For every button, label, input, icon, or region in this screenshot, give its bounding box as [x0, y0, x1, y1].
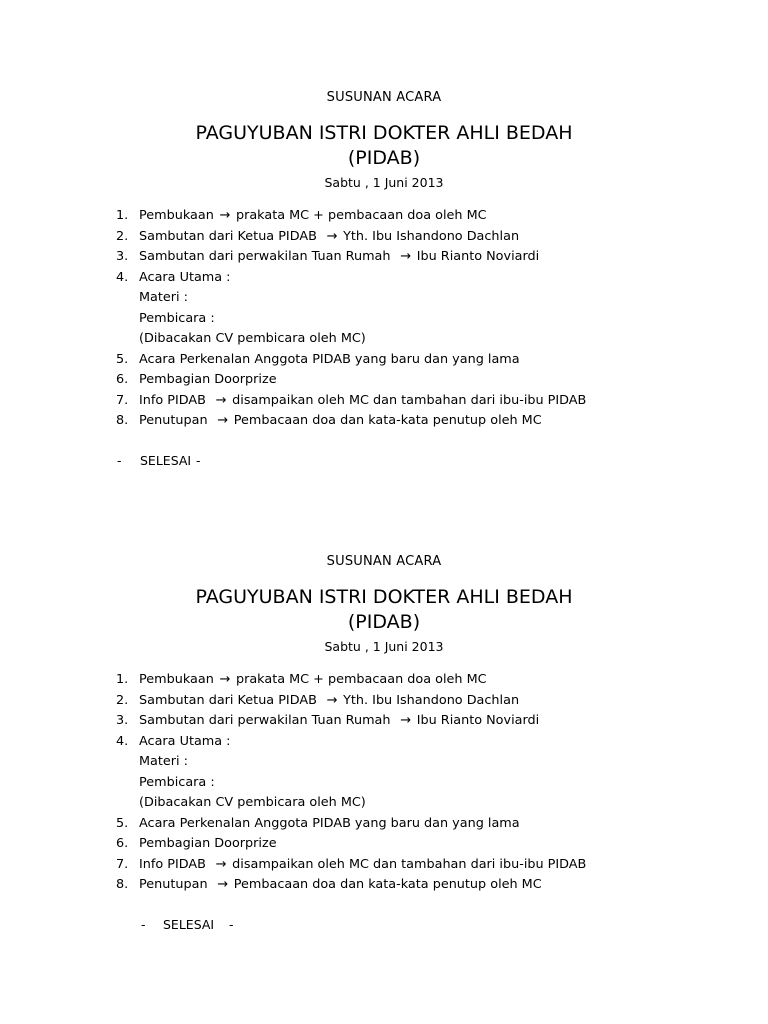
agenda-item-label: Penutupan — [139, 413, 216, 428]
agenda-item-number: 7. — [116, 856, 129, 872]
agenda-item-number: 4. — [116, 269, 129, 285]
agenda-item-text: Acara Perkenalan Anggota PIDAB yang baru dan yang lama — [139, 351, 520, 367]
agenda-item-text — [139, 875, 542, 896]
agenda-sub-line — [0, 773, 768, 794]
agenda-item — [0, 814, 768, 835]
agenda-item — [0, 411, 768, 432]
agenda-item — [0, 370, 768, 391]
agenda-item-text — [139, 206, 487, 227]
agenda-item-text — [139, 691, 519, 712]
agenda-item-number: 4. — [116, 733, 129, 749]
arrow-right-icon: → — [215, 392, 227, 408]
document-title — [0, 121, 768, 171]
arrow-right-icon: → — [215, 856, 227, 872]
agenda-item-text: Acara Utama : — [139, 733, 231, 749]
agenda-item-number: 8. — [116, 877, 129, 892]
agenda-item-text: Acara Utama : — [139, 269, 231, 285]
agenda-sub-line — [0, 329, 768, 350]
event-date: Sabtu , 1 Juni 2013 — [324, 175, 444, 190]
agenda-item-label: Sambutan dari Ketua PIDAB — [139, 228, 326, 244]
closing-line — [0, 915, 768, 935]
agenda-sub-line — [0, 752, 768, 773]
agenda-item — [0, 711, 768, 732]
agenda-item — [0, 227, 768, 248]
section-heading: SUSUNAN ACARA — [326, 554, 442, 569]
agenda-item-number: 7. — [116, 392, 129, 408]
agenda-item-number: 6. — [116, 836, 129, 851]
agenda-item — [0, 834, 768, 855]
agenda-sub-line — [0, 793, 768, 814]
agenda-item-detail: Yth. Ibu Ishandono Dachlan — [339, 692, 520, 708]
agenda-item — [0, 855, 768, 876]
agenda-sub-text: Pembicara : — [139, 310, 215, 326]
agenda-item-number: 2. — [116, 228, 129, 244]
agenda-item — [0, 670, 768, 691]
agenda-sub-text: Materi : — [139, 290, 188, 305]
agenda-item-text — [139, 411, 542, 432]
closing-text: SELESAI — [163, 916, 215, 932]
agenda-item — [0, 206, 768, 227]
agenda-list — [0, 670, 768, 896]
agenda-item-number: 5. — [116, 351, 129, 367]
agenda-item-text: Acara Perkenalan Anggota PIDAB yang baru dan yang lama — [139, 815, 520, 831]
agenda-item-label: Info PIDAB — [139, 856, 215, 872]
agenda-item-detail: Ibu Rianto Noviardi — [412, 249, 540, 264]
title-line-2: (PIDAB) — [347, 611, 421, 633]
agenda-section — [0, 89, 768, 471]
agenda-item-number: 2. — [116, 692, 129, 708]
agenda-item-label: Penutupan — [139, 877, 216, 892]
section-heading: SUSUNAN ACARA — [326, 90, 442, 105]
agenda-item — [0, 350, 768, 371]
agenda-item-detail: Pembacaan doa dan kata-kata penutup oleh MC — [229, 413, 542, 428]
agenda-sub-text: (Dibacakan CV pembicara oleh MC) — [139, 331, 366, 346]
agenda-item-text — [139, 227, 519, 248]
arrow-right-icon: → — [217, 413, 229, 428]
agenda-item — [0, 391, 768, 412]
agenda-item — [0, 732, 768, 753]
agenda-item — [0, 268, 768, 289]
agenda-item-number: 3. — [116, 249, 129, 264]
agenda-item-number: 1. — [116, 672, 129, 687]
agenda-item-detail: disampaikan oleh MC dan tambahan dari ibu-ibu PIDAB — [228, 392, 587, 408]
agenda-sub-line — [0, 309, 768, 330]
agenda-item-number: 5. — [116, 815, 129, 831]
arrow-right-icon: → — [400, 249, 412, 264]
closing-dash-right: - — [229, 916, 234, 932]
agenda-item-text — [139, 391, 586, 412]
agenda-item — [0, 247, 768, 268]
agenda-item-label: Sambutan dari perwakilan Tuan Rumah — [139, 713, 399, 728]
agenda-sub-text: Materi : — [139, 754, 188, 769]
agenda-item-text: Pembagian Doorprize — [139, 836, 277, 851]
agenda-sub-line — [0, 288, 768, 309]
closing-text: SELESAI — [140, 452, 192, 468]
agenda-item-text — [139, 670, 487, 691]
agenda-list — [0, 206, 768, 432]
arrow-right-icon: → — [326, 692, 338, 708]
agenda-item-number: 6. — [116, 372, 129, 387]
agenda-section — [0, 553, 768, 935]
agenda-item-label: Sambutan dari Ketua PIDAB — [139, 692, 326, 708]
arrow-right-icon: → — [219, 208, 231, 223]
arrow-right-icon: → — [400, 713, 412, 728]
closing-dash-left: - — [141, 916, 146, 932]
agenda-sub-text: (Dibacakan CV pembicara oleh MC) — [139, 795, 366, 810]
agenda-item — [0, 691, 768, 712]
agenda-sub-text: Pembicara : — [139, 774, 215, 790]
agenda-item-text: Pembagian Doorprize — [139, 372, 277, 387]
agenda-item-label: Sambutan dari perwakilan Tuan Rumah — [139, 249, 399, 264]
title-line-1: PAGUYUBAN ISTRI DOKTER AHLI BEDAH — [195, 122, 573, 144]
agenda-item-detail: disampaikan oleh MC dan tambahan dari ibu-ibu PIDAB — [228, 856, 587, 872]
closing-line — [0, 451, 768, 471]
arrow-right-icon: → — [219, 672, 231, 687]
arrow-right-icon: → — [326, 228, 338, 244]
closing-dash-left: - — [117, 452, 122, 468]
agenda-item-detail: prakata MC + pembacaan doa oleh MC — [231, 672, 487, 687]
agenda-item-detail: prakata MC + pembacaan doa oleh MC — [231, 208, 487, 223]
agenda-item-detail: Yth. Ibu Ishandono Dachlan — [339, 228, 520, 244]
arrow-right-icon: → — [217, 877, 229, 892]
title-line-2: (PIDAB) — [347, 147, 421, 169]
agenda-item-number: 1. — [116, 208, 129, 223]
agenda-item-text — [139, 711, 539, 732]
agenda-item-text — [139, 247, 539, 268]
document-title — [0, 585, 768, 635]
agenda-item — [0, 875, 768, 896]
agenda-item-label: Pembukaan — [139, 672, 218, 687]
closing-dash-right: - — [196, 452, 201, 468]
agenda-item-text — [139, 855, 586, 876]
agenda-item-number: 3. — [116, 713, 129, 728]
agenda-item-number: 8. — [116, 413, 129, 428]
event-date: Sabtu , 1 Juni 2013 — [324, 639, 444, 654]
agenda-item-detail: Pembacaan doa dan kata-kata penutup oleh MC — [229, 877, 542, 892]
agenda-item-label: Pembukaan — [139, 208, 218, 223]
agenda-item-detail: Ibu Rianto Noviardi — [412, 713, 540, 728]
agenda-item-label: Info PIDAB — [139, 392, 215, 408]
title-line-1: PAGUYUBAN ISTRI DOKTER AHLI BEDAH — [195, 586, 573, 608]
